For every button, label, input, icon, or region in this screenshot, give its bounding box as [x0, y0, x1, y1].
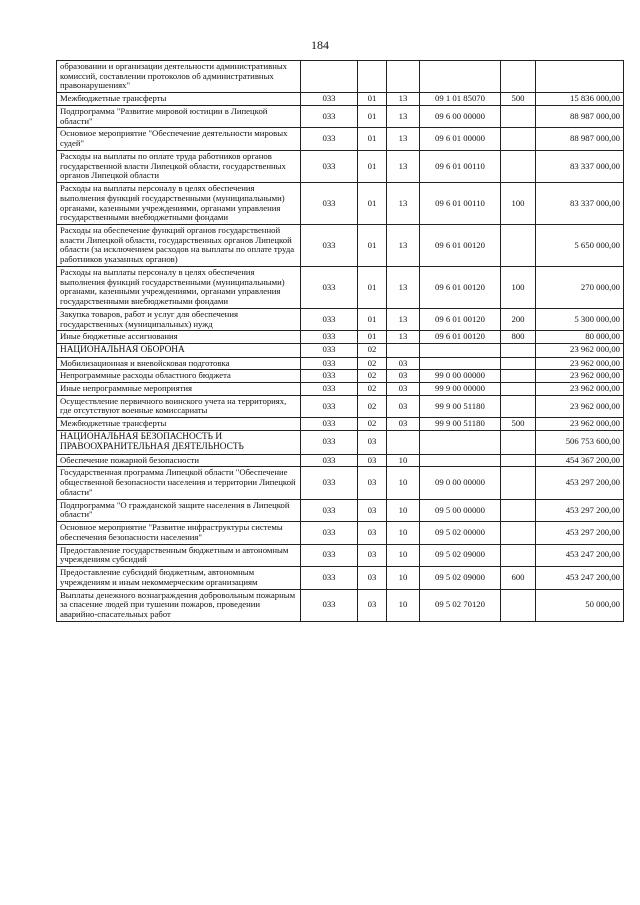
cell-ministry-code: 033 — [301, 225, 358, 267]
cell-expense-type — [501, 454, 536, 467]
budget-table — [56, 60, 624, 622]
table-row — [57, 430, 624, 454]
cell-row-name: образовании и организации деятельности административных комиссий, составлении протоколов об административных правонарушениях" — [57, 61, 301, 93]
cell-target-article: 09 5 00 00000 — [420, 499, 501, 521]
cell-target-article: 09 6 01 00120 — [420, 308, 501, 330]
table-row — [57, 418, 624, 431]
cell-ministry-code: 033 — [301, 357, 358, 370]
cell-target-article: 99 0 00 00000 — [420, 370, 501, 383]
cell-section-code: 01 — [358, 225, 387, 267]
cell-section-code: 01 — [358, 93, 387, 106]
table-row — [57, 589, 624, 621]
cell-subsection-code — [387, 430, 420, 454]
cell-subsection-code: 10 — [387, 589, 420, 621]
cell-target-article — [420, 61, 501, 93]
table-row — [57, 183, 624, 225]
table-row — [57, 128, 624, 150]
cell-ministry-code: 033 — [301, 308, 358, 330]
cell-expense-type — [501, 128, 536, 150]
cell-section-code: 03 — [358, 522, 387, 544]
cell-subsection-code: 13 — [387, 105, 420, 127]
cell-amount: 5 300 000,00 — [536, 308, 624, 330]
cell-section-code: 02 — [358, 357, 387, 370]
cell-target-article — [420, 454, 501, 467]
cell-subsection-code: 03 — [387, 357, 420, 370]
cell-ministry-code: 033 — [301, 467, 358, 499]
cell-amount: 453 297 200,00 — [536, 522, 624, 544]
cell-amount: 83 337 000,00 — [536, 183, 624, 225]
cell-ministry-code: 033 — [301, 544, 358, 566]
cell-subsection-code: 10 — [387, 544, 420, 566]
table-row — [57, 567, 624, 589]
cell-expense-type: 100 — [501, 183, 536, 225]
cell-amount: 15 836 000,00 — [536, 93, 624, 106]
table-row — [57, 544, 624, 566]
cell-ministry-code: 033 — [301, 128, 358, 150]
cell-target-article: 09 5 02 00000 — [420, 522, 501, 544]
cell-expense-type — [501, 499, 536, 521]
cell-target-article — [420, 357, 501, 370]
cell-subsection-code: 03 — [387, 418, 420, 431]
cell-target-article: 09 6 01 00120 — [420, 225, 501, 267]
table-row — [57, 499, 624, 521]
cell-section-code: 03 — [358, 467, 387, 499]
cell-row-name: Непрограммные расходы областного бюджета — [57, 370, 301, 383]
cell-row-name: Подпрограмма "Развитие мировой юстиции в Липецкой области" — [57, 105, 301, 127]
cell-target-article: 09 1 01 85070 — [420, 93, 501, 106]
cell-subsection-code: 10 — [387, 454, 420, 467]
cell-ministry-code: 033 — [301, 395, 358, 417]
cell-expense-type — [501, 344, 536, 357]
cell-target-article: 09 6 01 00110 — [420, 183, 501, 225]
cell-row-name: НАЦИОНАЛЬНАЯ БЕЗОПАСНОСТЬ И ПРАВООХРАНИТЕЛЬНАЯ ДЕЯТЕЛЬНОСТЬ — [57, 430, 301, 454]
cell-section-code: 03 — [358, 430, 387, 454]
cell-section-code: 02 — [358, 395, 387, 417]
cell-amount: 454 367 200,00 — [536, 454, 624, 467]
cell-subsection-code: 10 — [387, 499, 420, 521]
cell-amount: 23 962 000,00 — [536, 357, 624, 370]
cell-target-article: 99 9 00 00000 — [420, 382, 501, 395]
cell-ministry-code: 033 — [301, 266, 358, 308]
cell-subsection-code: 13 — [387, 225, 420, 267]
cell-target-article: 09 6 01 00110 — [420, 150, 501, 182]
cell-section-code: 02 — [358, 382, 387, 395]
cell-row-name: Расходы на обеспечение функций органов государственной власти Липецкой области, государственных органов Липецкой области (за исключением расходов на выплаты по оплате труда работников указанных органов) — [57, 225, 301, 267]
cell-subsection-code: 13 — [387, 331, 420, 344]
cell-amount: 5 650 000,00 — [536, 225, 624, 267]
cell-section-code: 02 — [358, 418, 387, 431]
cell-expense-type — [501, 395, 536, 417]
cell-expense-type — [501, 357, 536, 370]
cell-expense-type — [501, 522, 536, 544]
cell-target-article: 09 5 02 09000 — [420, 544, 501, 566]
cell-section-code: 01 — [358, 105, 387, 127]
cell-subsection-code: 03 — [387, 370, 420, 383]
table-row — [57, 522, 624, 544]
table-row — [57, 454, 624, 467]
table-row — [57, 61, 624, 93]
table-row — [57, 225, 624, 267]
table-row — [57, 308, 624, 330]
cell-expense-type: 500 — [501, 418, 536, 431]
cell-target-article: 09 5 02 70120 — [420, 589, 501, 621]
cell-subsection-code: 10 — [387, 522, 420, 544]
cell-subsection-code: 10 — [387, 567, 420, 589]
cell-amount: 88 987 000,00 — [536, 105, 624, 127]
cell-section-code: 01 — [358, 266, 387, 308]
cell-amount — [536, 61, 624, 93]
cell-expense-type — [501, 589, 536, 621]
table-row — [57, 266, 624, 308]
table-row — [57, 344, 624, 357]
cell-subsection-code: 13 — [387, 93, 420, 106]
cell-row-name: Предоставление государственным бюджетным и автономным учреждениям субсидий — [57, 544, 301, 566]
cell-subsection-code — [387, 344, 420, 357]
cell-expense-type: 200 — [501, 308, 536, 330]
cell-subsection-code: 13 — [387, 150, 420, 182]
cell-amount: 23 962 000,00 — [536, 344, 624, 357]
cell-ministry-code: 033 — [301, 93, 358, 106]
cell-ministry-code: 033 — [301, 430, 358, 454]
cell-expense-type — [501, 61, 536, 93]
cell-section-code: 01 — [358, 331, 387, 344]
cell-expense-type: 500 — [501, 93, 536, 106]
page-number: 184 — [311, 38, 329, 52]
cell-expense-type — [501, 370, 536, 383]
cell-expense-type — [501, 225, 536, 267]
cell-expense-type: 600 — [501, 567, 536, 589]
cell-amount: 23 962 000,00 — [536, 370, 624, 383]
table-row — [57, 395, 624, 417]
cell-ministry-code: 033 — [301, 454, 358, 467]
cell-amount: 453 247 200,00 — [536, 544, 624, 566]
cell-section-code: 02 — [358, 344, 387, 357]
cell-row-name: Основное мероприятие "Развитие инфраструктуры системы обеспечения безопасности населения" — [57, 522, 301, 544]
cell-row-name: Расходы на выплаты по оплате труда работников органов государственной власти Липецкой области, государственных органов Липецкой области — [57, 150, 301, 182]
cell-target-article: 09 6 01 00120 — [420, 331, 501, 344]
cell-amount: 50 000,00 — [536, 589, 624, 621]
table-row — [57, 370, 624, 383]
cell-row-name: Расходы на выплаты персоналу в целях обеспечения выполнения функций государственными (муниципальными) органами, казенными учреждениями, органами управления государственными внебюджетными фондами — [57, 183, 301, 225]
cell-amount: 23 962 000,00 — [536, 382, 624, 395]
cell-section-code: 02 — [358, 370, 387, 383]
table-row — [57, 467, 624, 499]
cell-target-article — [420, 344, 501, 357]
cell-target-article: 09 6 01 00120 — [420, 266, 501, 308]
cell-row-name: Межбюджетные трансферты — [57, 93, 301, 106]
cell-expense-type — [501, 544, 536, 566]
cell-row-name: Осуществление первичного воинского учета на территориях, где отсутствуют военные комиссариаты — [57, 395, 301, 417]
cell-row-name: Иные непрограммные мероприятия — [57, 382, 301, 395]
cell-target-article: 99 9 00 51180 — [420, 395, 501, 417]
table-row — [57, 105, 624, 127]
cell-expense-type — [501, 382, 536, 395]
cell-ministry-code: 033 — [301, 522, 358, 544]
cell-ministry-code: 033 — [301, 105, 358, 127]
cell-expense-type: 100 — [501, 266, 536, 308]
cell-target-article: 99 9 00 51180 — [420, 418, 501, 431]
cell-row-name: Основное мероприятие "Обеспечение деятельности мировых судей" — [57, 128, 301, 150]
cell-amount: 453 297 200,00 — [536, 499, 624, 521]
cell-section-code: 01 — [358, 150, 387, 182]
cell-subsection-code — [387, 61, 420, 93]
cell-row-name: Подпрограмма "О гражданской защите населения в Липецкой области" — [57, 499, 301, 521]
cell-ministry-code: 033 — [301, 331, 358, 344]
cell-amount: 453 247 200,00 — [536, 567, 624, 589]
cell-ministry-code: 033 — [301, 567, 358, 589]
table-row — [57, 150, 624, 182]
cell-row-name: Иные бюджетные ассигнования — [57, 331, 301, 344]
cell-section-code: 03 — [358, 544, 387, 566]
cell-row-name: Межбюджетные трансферты — [57, 418, 301, 431]
table-row — [57, 382, 624, 395]
cell-ministry-code: 033 — [301, 418, 358, 431]
cell-row-name: Расходы на выплаты персоналу в целях обеспечения выполнения функций государственными (муниципальными) органами, казенными учреждениями, органами управления государственными внебюджетными фондами — [57, 266, 301, 308]
cell-target-article — [420, 430, 501, 454]
cell-expense-type — [501, 150, 536, 182]
cell-amount: 506 753 600,00 — [536, 430, 624, 454]
cell-target-article: 09 6 01 00000 — [420, 128, 501, 150]
cell-row-name: Обеспечение пожарной безопасности — [57, 454, 301, 467]
cell-section-code: 03 — [358, 589, 387, 621]
cell-amount: 453 297 200,00 — [536, 467, 624, 499]
cell-ministry-code: 033 — [301, 344, 358, 357]
cell-section-code: 03 — [358, 454, 387, 467]
cell-section-code: 01 — [358, 308, 387, 330]
cell-amount: 88 987 000,00 — [536, 128, 624, 150]
cell-row-name: Выплаты денежного вознаграждения добровольным пожарным за спасение людей при тушении пожаров, проведении аварийно-спасательных работ — [57, 589, 301, 621]
cell-subsection-code: 13 — [387, 183, 420, 225]
cell-section-code: 03 — [358, 499, 387, 521]
cell-ministry-code: 033 — [301, 382, 358, 395]
cell-amount: 23 962 000,00 — [536, 395, 624, 417]
cell-row-name: НАЦИОНАЛЬНАЯ ОБОРОНА — [57, 344, 301, 357]
cell-amount: 23 962 000,00 — [536, 418, 624, 431]
cell-ministry-code: 033 — [301, 499, 358, 521]
cell-amount: 80 000,00 — [536, 331, 624, 344]
table-row — [57, 331, 624, 344]
cell-subsection-code: 13 — [387, 266, 420, 308]
cell-amount: 83 337 000,00 — [536, 150, 624, 182]
cell-expense-type — [501, 430, 536, 454]
cell-target-article: 09 5 02 09000 — [420, 567, 501, 589]
cell-expense-type: 800 — [501, 331, 536, 344]
cell-row-name: Закупка товаров, работ и услуг для обеспечения государственных (муниципальных) нужд — [57, 308, 301, 330]
cell-target-article: 09 0 00 00000 — [420, 467, 501, 499]
budget-table-body — [57, 61, 624, 622]
cell-section-code: 01 — [358, 183, 387, 225]
cell-section-code — [358, 61, 387, 93]
cell-ministry-code: 033 — [301, 589, 358, 621]
cell-subsection-code: 13 — [387, 308, 420, 330]
cell-ministry-code: 033 — [301, 150, 358, 182]
cell-subsection-code: 03 — [387, 382, 420, 395]
cell-row-name: Мобилизационная и вневойсковая подготовка — [57, 357, 301, 370]
table-row — [57, 357, 624, 370]
table-row — [57, 93, 624, 106]
cell-ministry-code: 033 — [301, 183, 358, 225]
cell-ministry-code — [301, 61, 358, 93]
cell-expense-type — [501, 105, 536, 127]
cell-subsection-code: 10 — [387, 467, 420, 499]
cell-subsection-code: 13 — [387, 128, 420, 150]
cell-subsection-code: 03 — [387, 395, 420, 417]
cell-row-name: Государственная программа Липецкой области "Обеспечение общественной безопасности населения и территории Липецкой области" — [57, 467, 301, 499]
cell-expense-type — [501, 467, 536, 499]
cell-section-code: 03 — [358, 567, 387, 589]
cell-section-code: 01 — [358, 128, 387, 150]
cell-ministry-code: 033 — [301, 370, 358, 383]
cell-row-name: Предоставление субсидий бюджетным, автономным учреждениям и иным некоммерческим организациям — [57, 567, 301, 589]
cell-target-article: 09 6 00 00000 — [420, 105, 501, 127]
cell-amount: 270 000,00 — [536, 266, 624, 308]
